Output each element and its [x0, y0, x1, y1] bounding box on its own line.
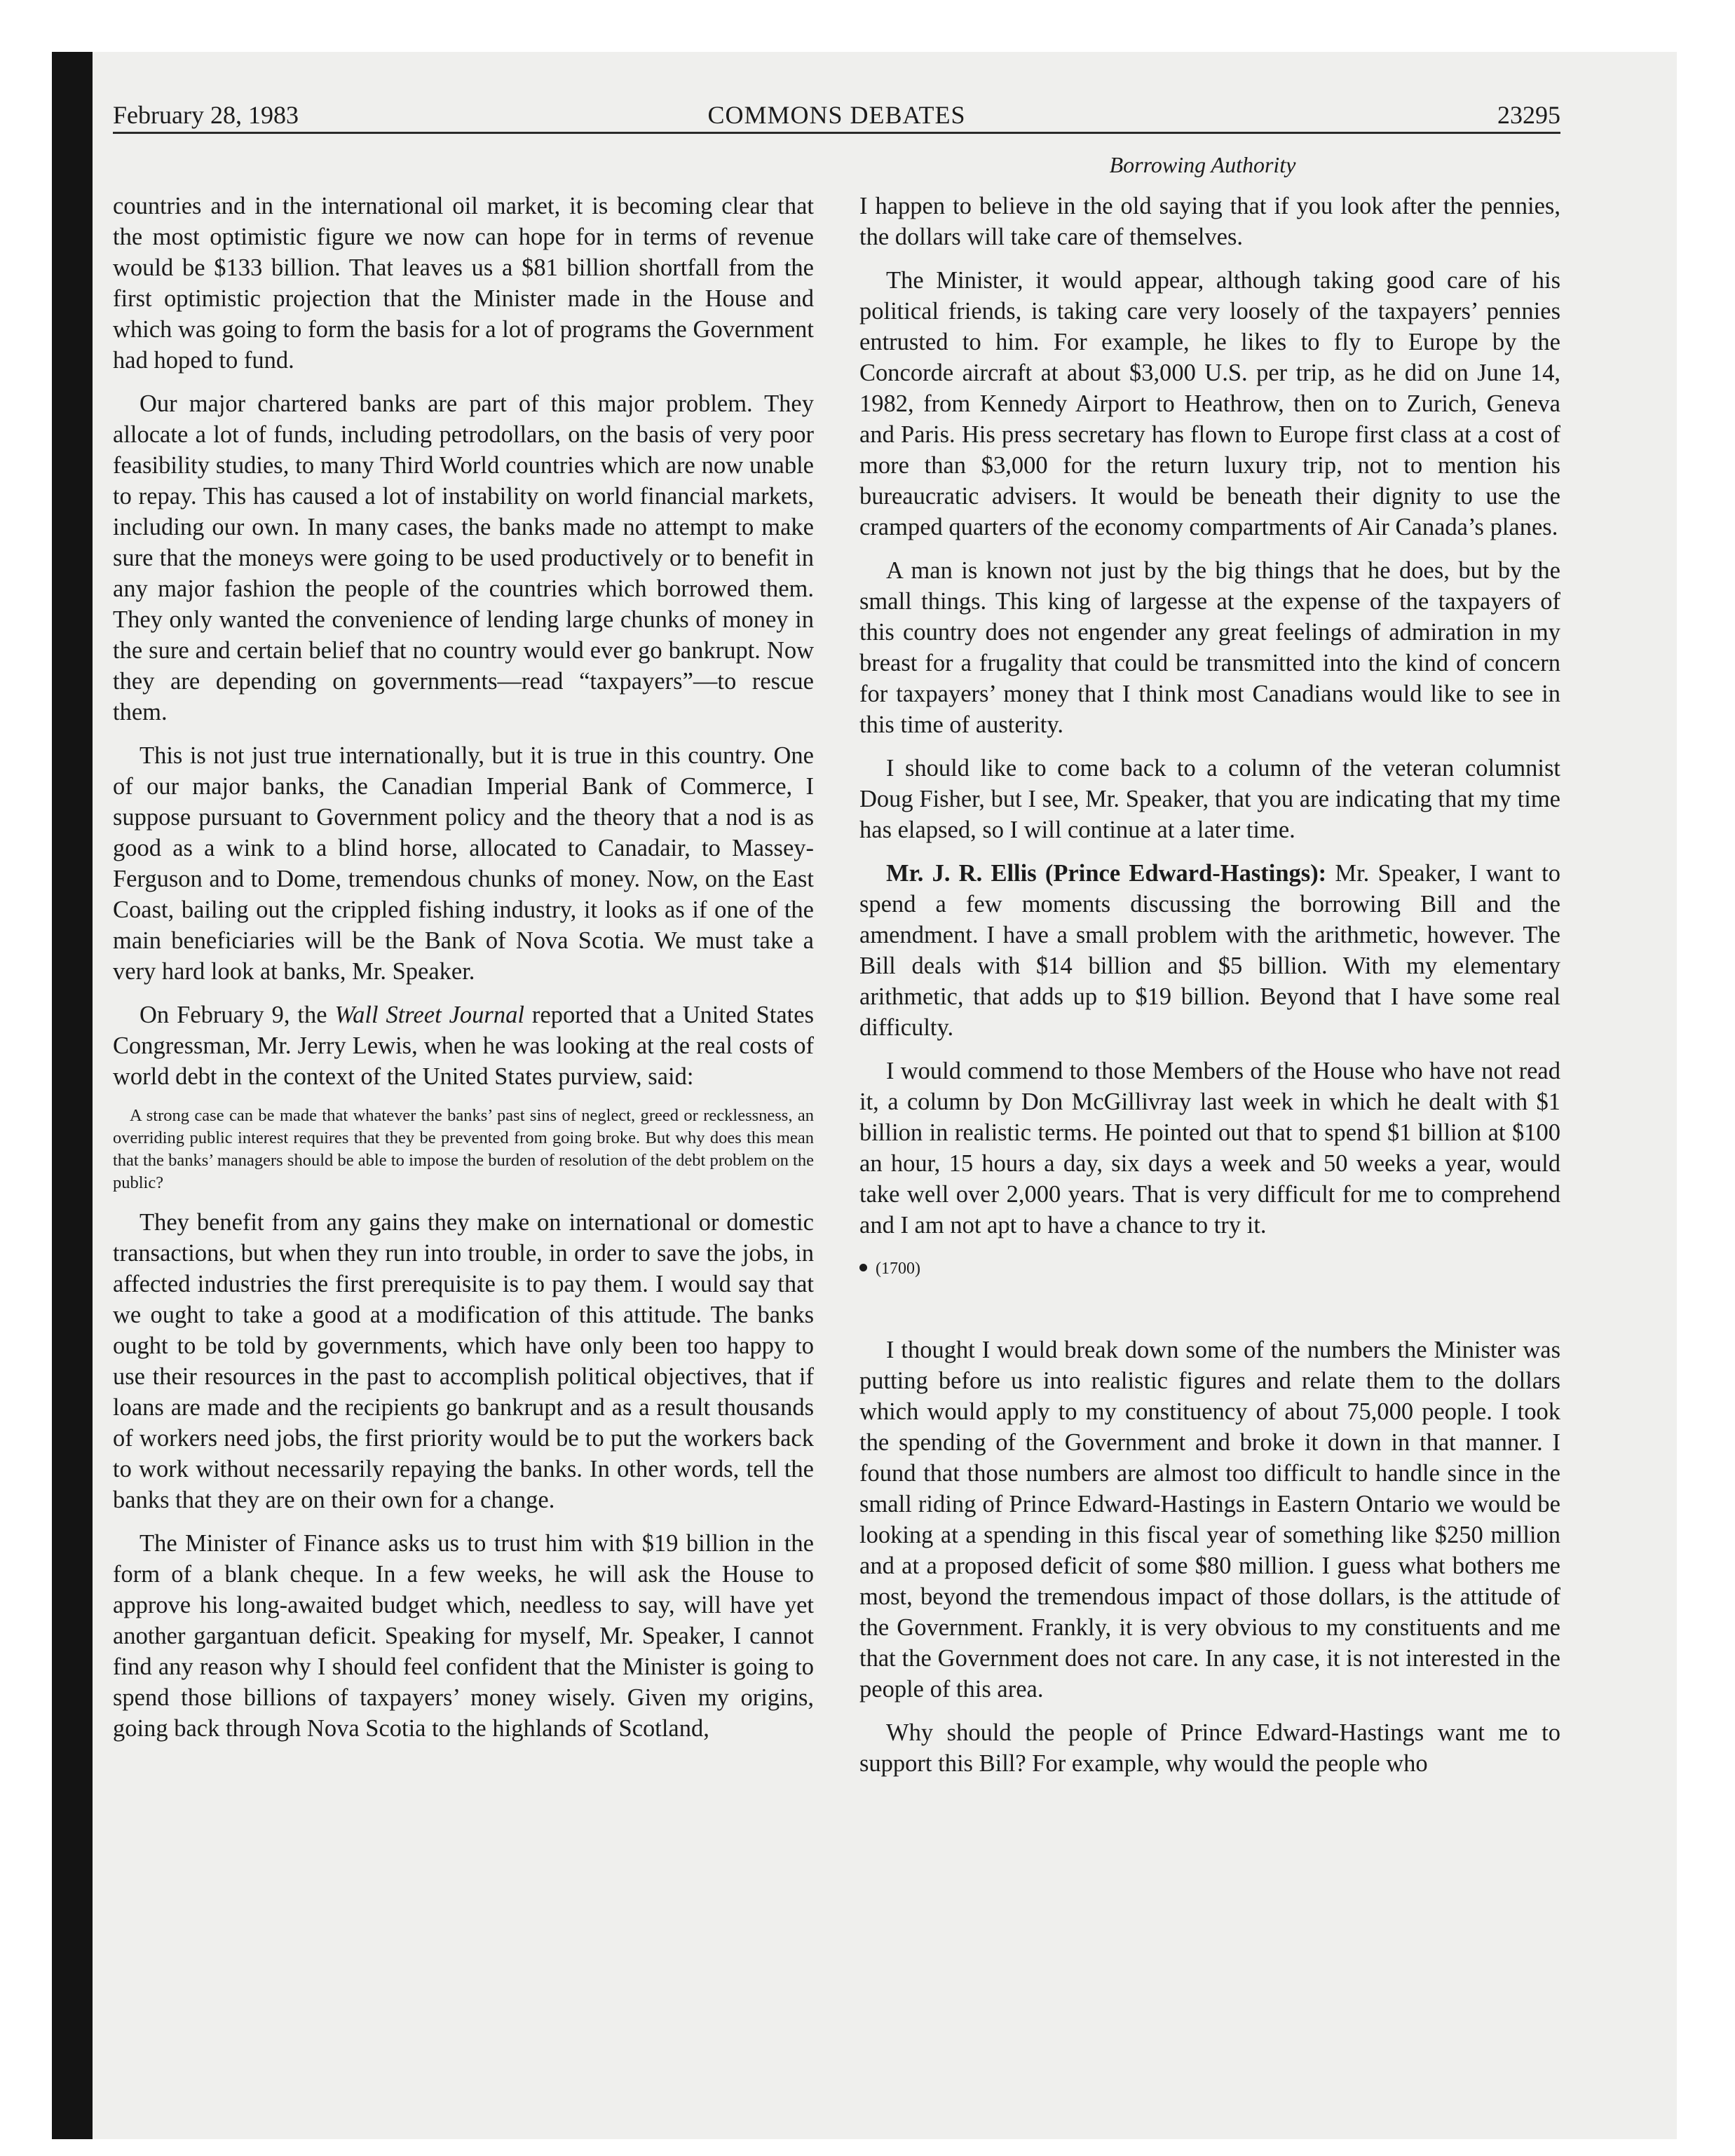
paragraph: The Minister of Finance asks us to trust him with $19 billion in the form of a blank cheque. In a few weeks, he will ask the House to approve his long-awaited budget which, needless to say, will have yet another gargantuan deficit. Speaking for myself, Mr. Speaker, I cannot find any reason why I should feel confident that the Minister is going to spend those billions of taxpayers’ money wisely. Given my origins, going back through Nova Scotia to the highlands of Scotland,	[113, 1530, 814, 1742]
page-header	[113, 97, 1560, 136]
paragraph: The Minister, it would appear, although taking good care of his political friends, is taking care very loosely of the taxpayers’ pennies entrusted to him. For example, he likes to fly to Europe by the Concorde aircraft at about $3,000 U.S. per trip, as he did on June 14, 1982, from Kennedy Airport to Heathrow, then on to Zurich, Geneva and Paris. His press secretary has flown to Europe first class at a cost of more than $3,000 for the return luxury trip, not to mention his bureaucratic advisers. It would be beneath their dignity to use the cramped quarters of the economy compartments of Air Canada’s planes.	[859, 267, 1560, 540]
running-head: Borrowing Authority	[1109, 152, 1296, 177]
paragraph: Why should the people of Prince Edward-Hastings want me to support this Bill? For example, why would the people who	[859, 1719, 1560, 1777]
publication-name: Wall Street Journal	[334, 1002, 524, 1028]
paragraph-text: Mr. Speaker, I want to spend a few moments discussing the borrowing Bill and the amendment. I have a small problem with the arithmetic, however. The Bill deals with $14 billion and $5 billion. With my elementary arithmetic, that adds up to $19 billion. Beyond that I have some real difficulty.	[859, 860, 1560, 1041]
paragraph	[113, 999, 814, 1092]
paragraph: countries and in the international oil market, it is becoming clear that the most optimistic figure we now can hope for in terms of revenue would be $133 billion. That leaves us a $81 billion shortfall from the first optimistic projection that the Minister made in the House and which was going to form the basis for a lot of programs the Government had hoped to fund.	[113, 193, 814, 374]
left-column	[113, 191, 814, 1756]
block-quote: A strong case can be made that whatever the banks’ past sins of neglect, greed or recklessness, an overriding public interest requires that they be prevented from going broke. But why does this mean that the banks’ managers should be able to impose the burden of resolution of the debt problem on the public?	[113, 1106, 814, 1192]
paragraph-text: On February 9, the	[140, 1002, 335, 1028]
paragraph: I happen to believe in the old saying that if you look after the pennies, the dollars will take care of themselves.	[859, 193, 1560, 250]
header-date: February 28, 1983	[113, 101, 299, 129]
page-number: 23295	[1497, 101, 1560, 129]
speaker-name: Mr. J. R. Ellis (Prince Edward-Hastings):	[886, 860, 1327, 887]
paragraph: I would commend to those Members of the House who have not read it, a column by Don McGillivray last week in which he dealt with $1 billion in realistic terms. He pointed out that to spend $1 billion at $100 an hour, 15 hours a day, six days a week and 50 weeks a year, would take well over 2,000 years. That is very difficult for me to comprehend and I am not apt to have a chance to try it.	[859, 1058, 1560, 1239]
paragraph	[859, 858, 1560, 1043]
paragraph-text: reported that a United States Congressman, Mr. Jerry Lewis, when he was looking at the real costs of world debt in the context of the United States purview, said:	[113, 1002, 814, 1090]
paragraph: I thought I would break down some of the numbers the Minister was putting before us into realistic figures and relate them to the dollars which would apply to my constituency of about 75,000 people. I took the spending of the Government and broke it down in that manner. I found that those numbers are almost too difficult to handle since in the small riding of Prince Edward-Hastings in Eastern Ontario we would be looking at a spending in this fiscal year of something like $250 million and at a proposed deficit of some $80 million. I guess what bothers me most, beyond the tremendous impact of those dollars, is the attitude of the Government. Frankly, it is very obvious to my constituents and me that the Government does not care. In any case, it is not interested in the people of this area.	[859, 1337, 1560, 1703]
bullet-icon	[859, 1264, 867, 1271]
paragraph: I should like to come back to a column of the veteran columnist Doug Fisher, but I see, Mr. Speaker, that you are indicating that my time has elapsed, so I will continue at a later time.	[859, 755, 1560, 843]
header-rule	[113, 132, 1560, 134]
paragraph: They benefit from any gains they make on international or domestic transactions, but when they run into trouble, in order to save the jobs, in affected industries the first prerequisite is to pay them. I would say that we ought to take a good at a modification of this attitude. The banks ought to be told by governments, which have only been too happy to use their resources in the past to accomplish political objectives, that if loans are made and the recipients go bankrupt and as a result thousands of workers need jobs, the first priority would be to put the workers back to work without necessarily repaying the banks. In other words, tell the banks that they are on their own for a change.	[113, 1209, 814, 1513]
binding-edge	[52, 52, 93, 2139]
paragraph: A man is known not just by the big things that he does, but by the small things. This king of largesse at the expense of the taxpayers of this country does not engender any great feelings of admiration in my breast for a frugality that could be transmitted into the kind of concern for taxpayers’ money that I think most Canadians would like to see in this time of austerity.	[859, 557, 1560, 738]
paragraph: Our major chartered banks are part of this major problem. They allocate a lot of funds, including petrodollars, on the basis of very poor feasibility studies, to many Third World countries which are now unable to repay. This has caused a lot of instability on world financial markets, including our own. In many cases, the banks made no attempt to make sure that the moneys were going to be used productively or to benefit in any major fashion the people of the countries which borrowed them. They only wanted the convenience of lending large chunks of money in the sure and certain belief that no country would ever go bankrupt. Now they are depending on governments—read “taxpayers”—to rescue them.	[113, 390, 814, 725]
paragraph: This is not just true internationally, but it is true in this country. One of our major banks, the Canadian Imperial Bank of Commerce, I suppose pursuant to Government policy and the theory that a nod is as good as a wink to a blind horse, allocated to Canadair, to Massey-Ferguson and to Dome, tremendous chunks of money. Now, on the East Coast, bailing out the crippled fishing industry, it looks as if one of the main beneficiaries will be the Bank of Nova Scotia. We must take a very hard look at banks, Mr. Speaker.	[113, 742, 814, 985]
right-column	[859, 191, 1560, 1792]
time-marker-text: (1700)	[876, 1260, 920, 1278]
time-marker	[859, 1253, 1560, 1284]
publication-title: COMMONS DEBATES	[707, 101, 966, 129]
